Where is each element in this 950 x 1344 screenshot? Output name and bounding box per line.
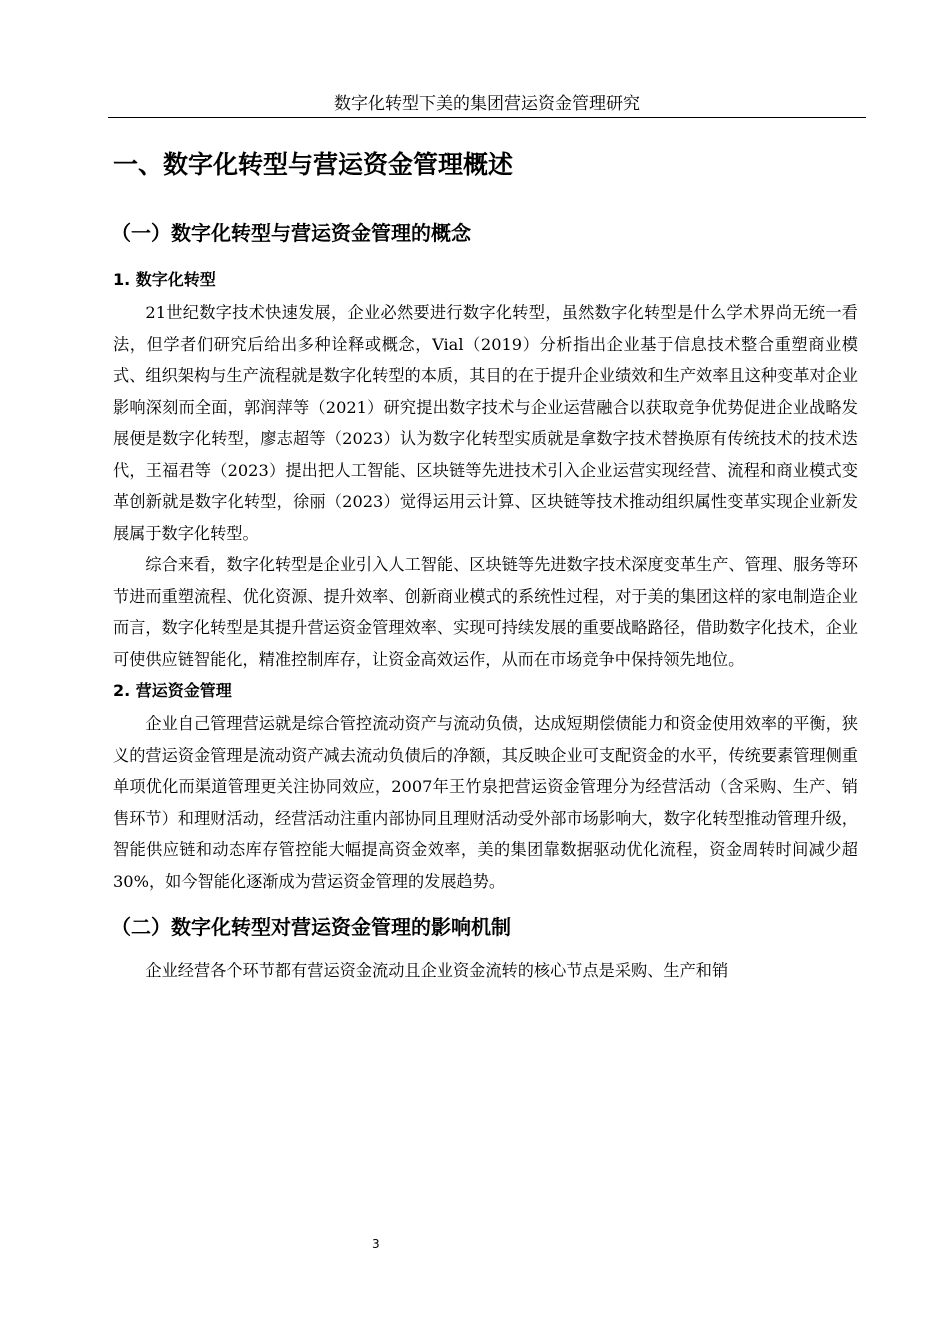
running-header: 数字化转型下美的集团营运资金管理研究 (334, 94, 640, 114)
subsection-heading-digital-transformation: 1. 数字化转型 (113, 270, 216, 289)
paragraph: 企业经营各个环节都有营运资金流动且企业资金流转的核心节点是采购、生产和销 (145, 961, 729, 980)
section-heading-1: （一）数字化转型与营运资金管理的概念 (111, 221, 471, 245)
page-content (113, 140, 858, 987)
subsection-heading-working-capital: 2. 营运资金管理 (113, 681, 232, 700)
chapter-heading: 一、数字化转型与营运资金管理概述 (113, 150, 514, 179)
section-heading-2: （二）数字化转型对营运资金管理的影响机制 (111, 915, 511, 939)
paragraph: 21世纪数字技术快速发展，企业必然要进行数字化转型，虽然数字化转型是什么学术界尚无统一看法，但学者们研究后给出多种诠释或概念，Vial（2019）分析指出企业基于信息技术整合重塑商业模式、组织架构与生产流程就是数字化转型的本质，其目的在于提升企业绩效和生产效率且这种变革对企业影响深刻而全面，郭润萍等（2021）研究提出数字技术与企业运营融合以获取竞争优势促进企业战略发展便是数字化转型，廖志超等（2023）认为数字化转型实质就是拿数字技术替换原有传统技术的技术迭代，王福君等（2023）提出把人工智能、区块链等先进技术引入企业运营实现经营、流程和商业模式变革创新就是数字化转型，徐丽（2023）觉得运用云计算、区块链等技术推动组织属性变革实现企业新发展属于数字化转型。 (113, 303, 858, 543)
page-number: 3 (372, 1237, 380, 1251)
paragraph: 综合来看，数字化转型是企业引入人工智能、区块链等先进数字技术深度变革生产、管理、服务等环节进而重塑流程、优化资源、提升效率、创新商业模式的系统性过程，对于美的集团这样的家电制造企业而言，数字化转型是其提升营运资金管理效率、实现可持续发展的重要战略路径，借助数字化技术，企业可使供应链智能化，精准控制库存，让资金高效运作，从而在市场竞争中保持领先地位。 (113, 555, 858, 669)
header-rule (108, 117, 866, 118)
paragraph: 企业自己管理营运就是综合管控流动资产与流动负债，达成短期偿债能力和资金使用效率的平衡，狭义的营运资金管理是流动资产减去流动负债后的净额，其反映企业可支配资金的水平，传统要素管理侧重单项优化而渠道管理更关注协同效应，2007年王竹泉把营运资金管理分为经营活动（含采购、生产、销售环节）和理财活动，经营活动注重内部协同且理财活动受外部市场影响大，数字化转型推动管理升级，智能供应链和动态库存管控能大幅提高资金效率，美的集团靠数据驱动优化流程，资金周转时间减少超30%，如今智能化逐渐成为营运资金管理的发展趋势。 (113, 714, 858, 891)
